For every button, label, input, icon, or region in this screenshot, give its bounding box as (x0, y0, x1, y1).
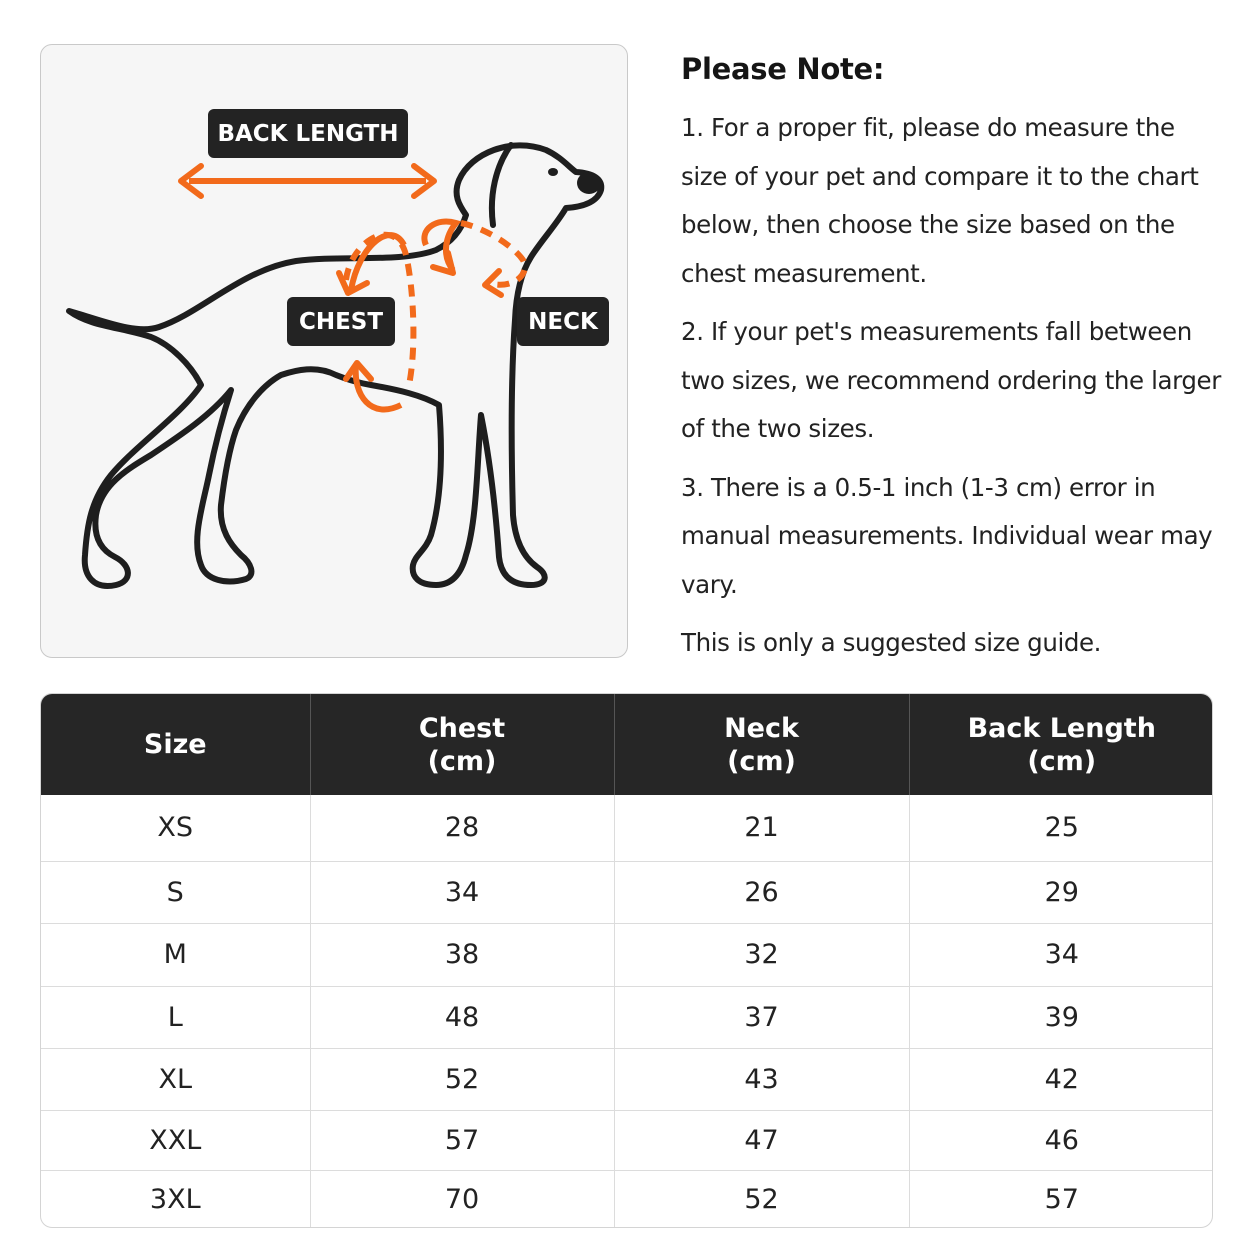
cell-size: XL (41, 1048, 310, 1110)
header-size: Size (41, 694, 310, 795)
header-chest: Chest (cm) (310, 694, 614, 795)
header-back-length: Back Length (cm) (909, 694, 1213, 795)
table-header-row (41, 694, 1213, 795)
cell-neck: 43 (614, 1048, 909, 1110)
table-row (41, 923, 1213, 986)
note-footer: This is only a suggested size guide. (681, 628, 1102, 657)
header-neck: Neck (cm) (614, 694, 909, 795)
cell-chest: 48 (310, 986, 614, 1048)
cell-chest: 38 (310, 923, 614, 986)
cell-back-length: 34 (909, 923, 1213, 986)
cell-back-length: 57 (1044, 1183, 1079, 1215)
cell-chest: 28 (310, 795, 614, 861)
table-row (41, 861, 1213, 923)
please-note-section (681, 52, 1226, 678)
cell-chest: 57 (310, 1110, 614, 1170)
neck-arrow-head-left (433, 253, 453, 273)
cell-chest: 70 (310, 1170, 614, 1228)
note-title: Please Note: (681, 52, 885, 86)
cell-neck: 26 (614, 861, 909, 923)
dog-nose (577, 172, 601, 194)
cell-size: XS (41, 795, 310, 861)
table-row (41, 1048, 1213, 1110)
dog-measurement-diagram (40, 44, 628, 658)
cell-size: XXL (41, 1110, 310, 1170)
cell-neck: 47 (614, 1110, 909, 1170)
note-item-2: 2. If your pet's measurements fall between two sizes, we recommend ordering the larger of the two sizes. (681, 317, 1221, 443)
cell-back-length: 29 (909, 861, 1213, 923)
size-table (40, 693, 1213, 1228)
cell-back-length: 42 (909, 1048, 1213, 1110)
dog-eye (548, 168, 558, 176)
neck-label: NECK (517, 297, 609, 346)
cell-size: 3XL (41, 1170, 310, 1228)
cell-back-length: 46 (909, 1110, 1213, 1170)
cell-size: M (41, 923, 310, 986)
dog-ear (492, 145, 511, 225)
cell-neck: 37 (614, 986, 909, 1048)
cell-back-length: 25 (909, 795, 1213, 861)
cell-back-length: 39 (909, 986, 1213, 1048)
cell-neck: 32 (614, 923, 909, 986)
cell-chest: 52 (310, 1048, 614, 1110)
back-length-label: BACK LENGTH (208, 109, 408, 158)
cell-neck: 21 (614, 795, 909, 861)
dog-body-outline (69, 145, 601, 586)
cell-size: L (41, 986, 310, 1048)
cell-size: S (41, 861, 310, 923)
table-row (41, 1170, 1213, 1228)
chest-loop-arrow-top (351, 235, 404, 290)
table-row (41, 795, 1213, 861)
note-item-1: 1. For a proper fit, please do measure the size of your pet and compare it to the chart below, then choose the size based on the chest measurement. (681, 113, 1199, 288)
table-row (41, 986, 1213, 1048)
cell-chest: 34 (310, 861, 614, 923)
chest-label: CHEST (287, 297, 395, 346)
table-row (41, 1110, 1213, 1170)
note-item-3: 3. There is a 0.5-1 inch (1-3 cm) error in manual measurements. Individual wear may vary. (681, 472, 1213, 599)
cell-neck: 52 (614, 1170, 909, 1228)
